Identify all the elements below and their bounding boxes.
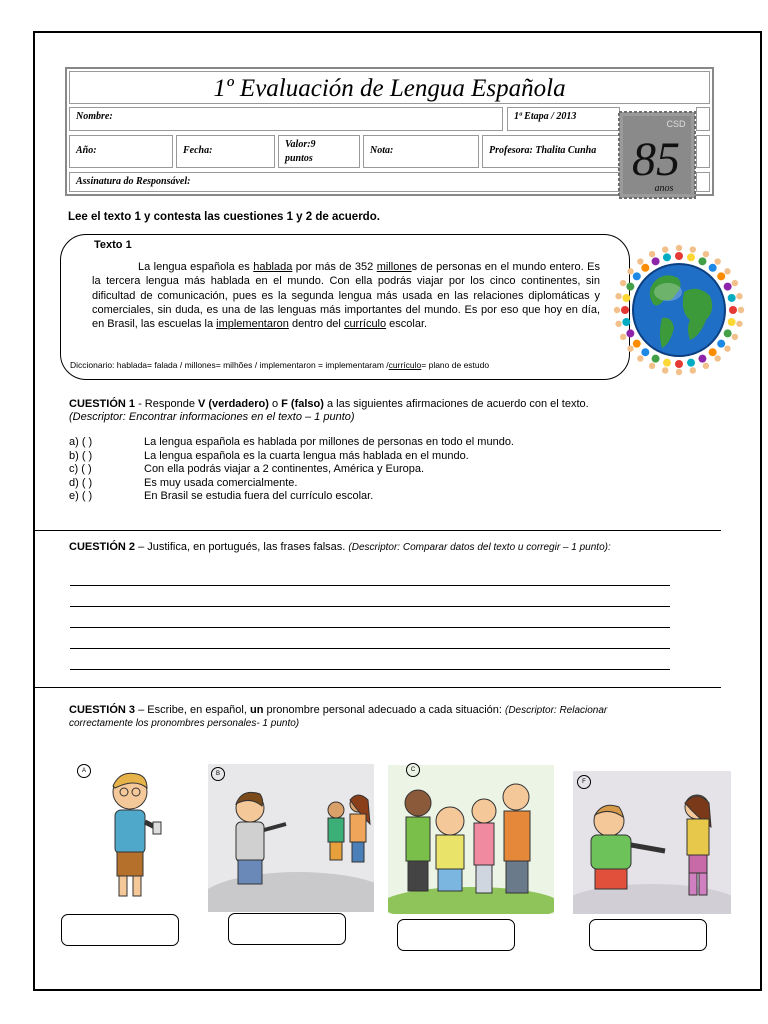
q1-option-text: La lengua española es la cuarta lengua más hablada en el mundo. (144, 449, 469, 462)
q3-heading (69, 704, 607, 716)
header-cell-extra (696, 172, 710, 192)
assinatura-field[interactable]: Assinatura do Responsável: (69, 172, 620, 192)
child-body (724, 283, 732, 291)
q3-text: pronombre personal adecuado a cada situación: (263, 704, 505, 716)
q1-options (69, 436, 514, 504)
dicc-span: Diccionario: hablada= falada / millones= milhões / implementaron = implementaram / (70, 360, 389, 370)
q1-option-letter[interactable]: b) ( ) (69, 449, 93, 462)
child-head (662, 367, 668, 373)
diccionario (70, 360, 489, 370)
child-body (709, 264, 717, 272)
q1-f: F (falso) (281, 398, 324, 410)
child-body (633, 272, 641, 280)
child-body (687, 359, 695, 367)
dicc-underlined: currículo (388, 360, 422, 370)
texto-underlined: millone (376, 261, 412, 273)
child-body (687, 253, 695, 261)
figure-letter: F (577, 775, 591, 789)
child-body (709, 348, 717, 356)
texto-title: Texto 1 (94, 239, 132, 251)
child-head (738, 307, 744, 313)
q1-option-letter[interactable]: a) ( ) (69, 436, 93, 448)
answer-box-a[interactable] (61, 914, 179, 946)
child-head (615, 293, 621, 299)
child-head (627, 268, 633, 274)
texto-span: por más de 352 (292, 261, 377, 273)
q1-option[interactable] (69, 490, 514, 504)
child-body (652, 257, 660, 265)
child-body (652, 355, 660, 363)
stamp-word: anos (654, 183, 674, 194)
q2-heading (69, 541, 611, 553)
dicc-span: = plano de estudo (421, 360, 490, 370)
q2-descriptor: (Descriptor: Comparar datos del texto u corregir – 1 punto): (348, 542, 611, 553)
q1-option-letter[interactable]: e) ( ) (69, 490, 93, 503)
child-head (724, 268, 730, 274)
separator (34, 687, 721, 688)
child-head (627, 345, 633, 351)
answer-box-c[interactable] (397, 919, 515, 951)
child-body (663, 253, 671, 261)
answer-box-f[interactable] (589, 919, 707, 951)
child-body (626, 329, 634, 337)
child-body (717, 340, 725, 348)
stamp-org: CSD (666, 119, 686, 129)
child-head (736, 293, 742, 299)
texto-span: escolar. (386, 318, 428, 331)
ano-field[interactable]: Año: (69, 135, 173, 168)
child-head (690, 367, 696, 373)
fecha-field[interactable]: Fecha: (176, 135, 275, 168)
header-cell-extra (696, 107, 710, 131)
child-head (662, 246, 668, 252)
child-head (732, 280, 738, 286)
q1-descriptor: (Descriptor: Encontrar informaciones en el texto – 1 punto) (69, 411, 355, 423)
child-head (649, 363, 655, 369)
child-head (714, 258, 720, 264)
globe-children-illustration (606, 240, 752, 380)
texto-span: s de personas en el mundo entero. Es la tercera lengua más hablada en el mundo. Con ella podrás viajar por los cinco continentes, sin dificultad de comunicación, pues es la segunda lengua más usada en las relaciones diplomáticas y comerciales, sin duda, es una de las lenguas más importantes del mundo. Es por eso que hoy en día, en Brasil, las escuelas la (92, 261, 600, 331)
q3-label: CUESTIÓN 3 (69, 704, 136, 716)
separator (34, 530, 721, 531)
profesora-label: Profesora: Thalita Cunha (482, 135, 620, 168)
child-body (728, 318, 736, 326)
child-body (717, 272, 725, 280)
child-body (621, 306, 629, 314)
child-body (675, 360, 683, 368)
q3-text: – Escribe, en español, (135, 704, 250, 716)
child-body (641, 348, 649, 356)
header-cell-extra (696, 135, 710, 168)
figure-b (208, 764, 374, 912)
q3-descriptor: (Descriptor: Relacionar (505, 705, 608, 716)
q1-option-letter[interactable]: c) ( ) (69, 463, 92, 476)
answer-line[interactable] (70, 606, 670, 607)
texto-body (92, 260, 600, 331)
answer-line[interactable] (70, 585, 670, 586)
texto-underlined: hablada (253, 261, 293, 273)
child-head (637, 258, 643, 264)
q1-text: a las siguientes afirmaciones de acuerdo con el texto. (323, 398, 589, 410)
child-body (698, 257, 706, 265)
figure-letter: C (406, 763, 420, 777)
q1-option-letter[interactable]: d) ( ) (69, 476, 93, 489)
figure-f (573, 771, 731, 914)
q1-option-text: Es muy usada comercialmente. (144, 476, 298, 489)
q1-option[interactable] (69, 436, 514, 450)
child-body (633, 340, 641, 348)
child-body (622, 294, 630, 302)
texto-span: La lengua española es (138, 261, 254, 273)
child-head (732, 334, 738, 340)
q1-option-text: Con ella podrás viajar a 2 continentes, América y Europa. (144, 463, 425, 476)
q1-text: o (268, 398, 282, 410)
q1-heading (69, 398, 589, 410)
texto-span: dentro del (288, 318, 344, 331)
answer-line[interactable] (70, 648, 670, 649)
child-body (724, 329, 732, 337)
child-head (676, 245, 682, 251)
boy-pointing-illustration (208, 764, 374, 912)
q3-descriptor-2: correctamente los pronombres personales- 1 punto) (69, 718, 300, 729)
child-head (724, 345, 730, 351)
valor-label (278, 135, 360, 168)
instruction: Lee el texto 1 y contesta las cuestiones 1 y 2 de acuerdo. (68, 211, 380, 223)
child-head (690, 246, 696, 252)
child-head (714, 355, 720, 361)
q1-option[interactable] (69, 477, 514, 491)
figure-c (388, 765, 554, 914)
boy-and-girl-illustration (573, 771, 731, 914)
child-body (626, 283, 634, 291)
q1-option[interactable] (69, 450, 514, 464)
texto-underlined: currículo (343, 318, 387, 331)
q1-text: - Responde (135, 398, 198, 410)
figure-letter: B (211, 767, 225, 781)
child-body (675, 252, 683, 260)
stamp-number: 85 (632, 133, 680, 186)
child-head (620, 334, 626, 340)
child-head (614, 307, 620, 313)
figure-a (75, 762, 185, 907)
q1-label: CUESTIÓN 1 (69, 398, 136, 410)
valor-text: Valor:9 (285, 139, 316, 150)
child-head (676, 369, 682, 375)
child-body (698, 355, 706, 363)
page-title: 1º Evaluación de Lengua Española (69, 71, 710, 104)
child-head (637, 355, 643, 361)
child-head (649, 251, 655, 257)
q2-label: CUESTIÓN 2 (69, 541, 136, 553)
answer-box-b[interactable] (228, 913, 346, 945)
valor-puntos: puntos (285, 153, 313, 164)
boy-drinking-illustration (75, 762, 185, 907)
answer-line[interactable] (70, 669, 670, 670)
child-head (703, 251, 709, 257)
q1-option-text: En Brasil se estudia fuera del currículo escolar. (144, 490, 374, 503)
child-head (736, 321, 742, 327)
answer-line[interactable] (70, 627, 670, 628)
child-body (622, 318, 630, 326)
q3-un: un (249, 704, 264, 716)
child-body (729, 306, 737, 314)
group-of-children-illustration (388, 765, 554, 914)
figure-letter: A (77, 764, 91, 778)
q2-text: – Justifica, en portugués, las frases falsas. (135, 541, 349, 553)
child-body (728, 294, 736, 302)
child-head (703, 363, 709, 369)
nombre-field[interactable]: Nombre: (69, 107, 503, 131)
child-head (615, 321, 621, 327)
texto-underlined: implementaron (216, 318, 289, 331)
child-body (663, 359, 671, 367)
school-stamp-logo (618, 111, 696, 199)
header-table (65, 67, 714, 196)
etapa-label: 1ª Etapa / 2013 (507, 107, 620, 131)
q1-v: V (verdadero) (198, 398, 269, 410)
q1-option[interactable] (69, 463, 514, 477)
child-body (641, 264, 649, 272)
child-head (620, 280, 626, 286)
q1-option-text: La lengua española es hablada por millones de personas en todo el mundo. (144, 436, 514, 448)
nota-field[interactable]: Nota: (363, 135, 479, 168)
